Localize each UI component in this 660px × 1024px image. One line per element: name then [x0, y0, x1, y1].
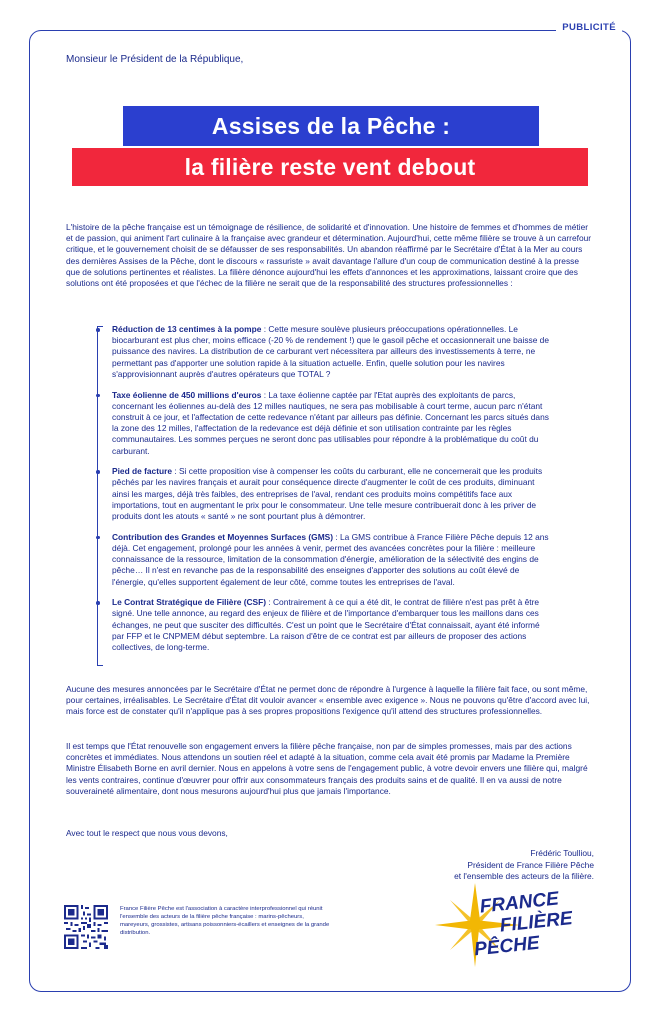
bullet-item-invoice: [112, 466, 552, 522]
bullet-dot-icon: [96, 470, 100, 474]
bullet-title: Réduction de 13 centimes à la pompe: [112, 324, 262, 334]
signatory-role: Président de France Filière Pêche: [467, 859, 594, 870]
bullet-item-gms: [112, 532, 552, 588]
bullet-text: : Contrairement à ce qui a été dit, le contrat de filière n'est pas prêt à être signé. Une telle annonce, au regard des enjeux de filière et de l'importance d'embarquer tous les maillons dans ces échanges, ne peut que susciter des difficultés. C'est un point que le Secrétaire d'État connaissait, ayant été informé par FFP et le CNPMEM début septembre. La raison d'être de ce contrat est par ailleurs de proposer des actions collectives, de long-terme.: [112, 597, 540, 653]
bullet-title: Contribution des Grandes et Moyennes Surfaces (GMS): [112, 531, 334, 542]
association-footnote: France Filière Pêche est l'association à caractère interprofessionnel qui réunit l'ensemble des acteurs de la filière pêche française : marins-pêcheurs, mareyeurs, grossistes, artisans poissonniers-écaillers et enseignes de la grande distribution.: [120, 906, 330, 936]
svg-text:FILIÈRE: FILIÈRE: [498, 908, 574, 937]
bullet-bracket: [97, 326, 103, 666]
bullet-dot-icon: [96, 601, 100, 605]
bullet-list: [112, 324, 552, 663]
bullet-title: Le Contrat Stratégique de Filière (CSF): [112, 597, 267, 608]
svg-text:FRANCE: FRANCE: [478, 888, 560, 918]
svg-text:PÊCHE: PÊCHE: [473, 932, 541, 961]
bullet-dot-icon: [96, 394, 100, 398]
bullet-text: : La taxe éolienne captée par l'Etat auprès des exploitants de parcs, concernant les éoliennes au-delà des 12 milles nautiques, ne sera pas mobilisable à court terme, aucun parc n'étant construit à ce jour, et l'affectation de cette redevance n'étant par ailleurs pas définie. Concernant les parcs situés dans la zone des 12 milles, l'affectation de la redevance est déjà définie et son utilisation contrainte par les règles communautaires. Les sommes perçues ne seront donc pas utilisables pour répondre à la problématique du coût du carburant.: [112, 389, 549, 456]
bullet-item-fuel-reduction: [112, 324, 552, 380]
headline-line-2: la filière reste vent debout: [72, 148, 588, 186]
signature-block: [454, 848, 594, 883]
bullet-dot-icon: [96, 536, 100, 540]
bullet-text: : Cette mesure soulève plusieurs préoccupations opérationnelles. Le biocarburant est plus cher, moins efficace (-20 % de rendement !) que le gasoil pêche et occasionnerait une baisse de puissance des navires. La distribution de ce carburant vert nécessitera par ailleurs des investissements à terre, ne permettant pas d'apporter une solution rapide à la situation actuelle. Enfin, quelle solution pour les navires s'approvisionnant auprès d'autres opérateurs que TOTAL ?: [112, 324, 549, 379]
signatory-name: Frédéric Toulliou,: [530, 848, 594, 858]
signatory-others: et l'ensemble des acteurs de la filière.: [454, 871, 594, 881]
intro-paragraph: L'histoire de la pêche française est un témoignage de résilience, de solidarité et d'innovation. Une histoire de femmes et d'hommes de métier et de passion, qui animent l'art culinaire à la française avec grandeur et détermination. Aujourd'hui, cette même filière se trouve à un carrefour critique, et le gouvernement choisit de se défausser de ses responsabilités. Un abandon réaffirmé par le Secrétaire d'État à la Mer au cours des dernières Assises de la Pêche, dont le discours « rassuriste » avait davantage l'allure d'un coup de communication destiné à la presse que de solutions pertinentes et réalistes. La filière dénonce aujourd'hui les effets d'annonces et les approximations, laissant croire que des solutions ont été proposées et que l'échec de la filière ne serait que de la responsabilité des structures professionnelles :: [66, 222, 592, 289]
advertisement-badge: PUBLICITÉ: [556, 22, 622, 33]
bullet-text: : La GMS contribue à France Filière Pêche depuis 12 ans déjà. Cet engagement, prolongé pour les années à venir, permet des avancées concrètes pour la filière : meilleure connaissance de la ressource, limitation de la consommation d'énergie, amélioration de la sélectivité des engins de pêche… Il n'est en revanche pas de la responsabilité des enseignes d'apporter des solutions au coût élevé de l'énergie, qu'elles supportent également de leur côté, comme toutes les entreprises de l'aval.: [112, 531, 549, 587]
bullet-item-csf: [112, 597, 552, 653]
salutation: Monsieur le Président de la République,: [66, 54, 244, 65]
closing-paragraph-1: Aucune des mesures annoncées par le Secrétaire d'État ne permet donc de répondre à l'urgence à laquelle la filière fait face, ou sont même, pour certaines, irréalisables. Le Secrétaire d'État dit vouloir avancer « ensemble avec exigence ». Nous ne pouvons qu'être d'accord avec lui, mais force est de constater qu'il n'applique pas à ses propres propositions l'exigence qu'il attend des structures professionnelles.: [66, 684, 590, 717]
bullet-dot-icon: [96, 328, 100, 332]
closing-paragraph-2: Il est temps que l'État renouvelle son engagement envers la filière pêche française, non par de simples promesses, mais par des actions concrètes et immédiates. Nous attendons un soutien réel et adapté à la situation, comme cela avait été promis par Madame la Première Ministre Élisabeth Borne en avril dernier. Nous en appelons à votre sens de l'engagement public, à votre devoir envers une filière qui, malgré les vents contraires, continue d'œuvrer pour offrir aux consommateurs français des produits sains et de qualité. Il en va aussi de notre souveraineté alimentaire, dont nous mesurons aujourd'hui plus que jamais l'importance.: [66, 741, 588, 796]
bullet-title: Pied de facture: [112, 466, 173, 477]
france-filiere-peche-logo: [430, 880, 600, 970]
bullet-text: : Si cette proposition vise à compenser les coûts du carburant, elle ne concernerait que les produits pêchés par les navires français et aurait pour conséquence directe d'augmenter le coût de ces produits, diminuant ainsi les marges, déjà très faibles, des entreprises de l'aval, rendant ces produits moins compétitifs face aux importations, tout en augmentant le prix pour le consommateur. Une telle mesure contribuerait donc à les priver de produits dont les atouts « santé » ne sont pourtant plus à démontrer.: [112, 466, 543, 522]
headline-line-1: Assises de la Pêche :: [123, 106, 539, 146]
bullet-item-wind-tax: [112, 390, 552, 457]
qr-code-icon[interactable]: [64, 905, 108, 949]
respect-line: Avec tout le respect que nous vous devons,: [66, 828, 228, 838]
bullet-title: Taxe éolienne de 450 millions d'euros: [112, 389, 262, 400]
